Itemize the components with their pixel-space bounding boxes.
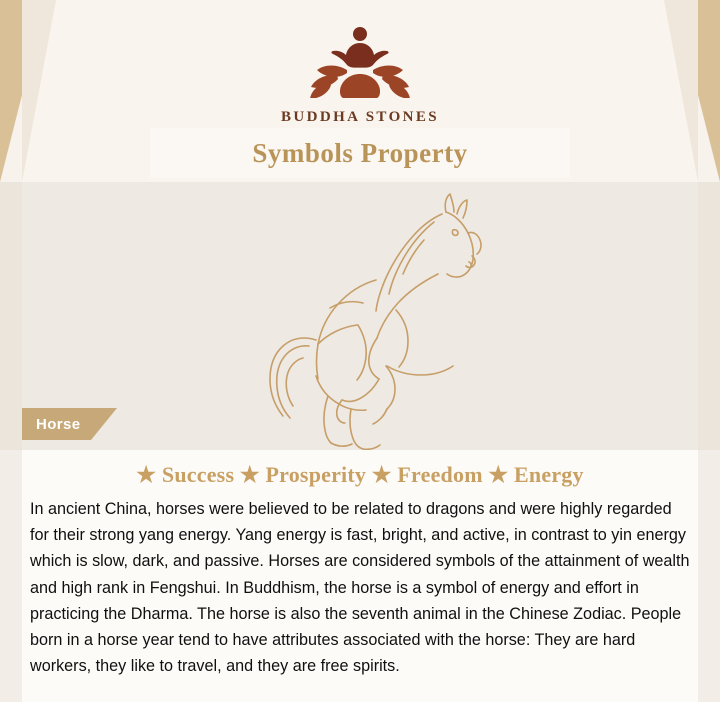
- page-title: [150, 128, 570, 178]
- description-paragraph: In ancient China, horses were believed to be related to dragons and were highly regarded for their strong yang energy. Yang energy is fast, bright, and active, in contrast to yin energy which is slow, dark, and passive. Horses are considered symbols of the attainment of wealth and high rank in Fengshui. In Buddhism, the horse is a symbol of energy and effort in practicing the Dharma. The horse is also the seventh animal in the Chinese Zodiac. People born in a horse year tend to have attributes associated with the horse: They are hard workers, they like to travel, and they are free spirits.: [30, 500, 690, 676]
- category-label: [22, 408, 117, 440]
- frame-edge-left: [0, 182, 22, 450]
- bottom-margin: [0, 702, 720, 720]
- category-label-text: Horse: [36, 415, 81, 433]
- category-label-body: [22, 408, 91, 440]
- description-panel: [22, 450, 698, 702]
- frame-edge-right: [698, 182, 720, 450]
- page-title-text: Symbols Property: [252, 138, 468, 168]
- keyword-line: ★ Success ★ Prosperity ★ Freedom ★ Energy: [136, 462, 584, 487]
- lotus-meditation-icon: [0, 20, 720, 103]
- brand-name: BUDDHA STONES: [280, 109, 440, 125]
- category-label-tail: [91, 408, 117, 440]
- brand-logo: [0, 20, 720, 126]
- horse-line-drawing: [210, 190, 510, 450]
